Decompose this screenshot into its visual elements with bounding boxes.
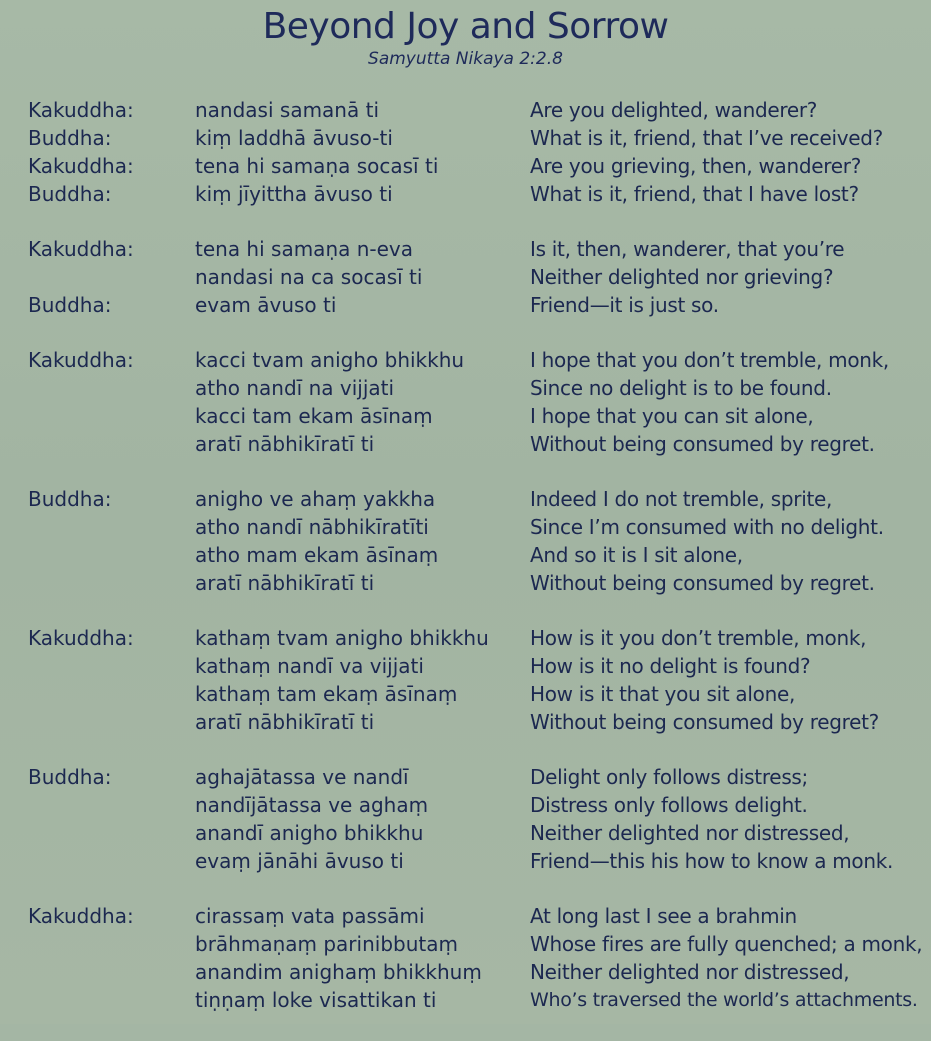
dialogue-line <box>0 96 931 124</box>
pali-text: kiṃ laddhā āvuso-ti <box>195 126 393 150</box>
pali-text: tena hi samaṇa n-eva <box>195 237 414 261</box>
english-translation: Neither delighted nor distressed, <box>530 960 850 984</box>
speaker-label: Kakuddha: <box>28 98 134 122</box>
dialogue-line <box>0 624 931 652</box>
english-translation: What is it, friend, that I’ve received? <box>530 126 883 150</box>
english-translation: Without being consumed by regret? <box>530 710 879 734</box>
pali-text: anandim anighaṃ bhikkhuṃ <box>195 960 482 984</box>
pali-text: kathaṃ nandī va vijjati <box>195 654 424 678</box>
english-translation: Who’s traversed the world’s attachments. <box>530 989 918 1011</box>
pali-text: anigho ve ahaṃ yakkha <box>195 487 436 511</box>
speaker-label: Buddha: <box>28 126 112 150</box>
english-translation: Friend—this his how to know a monk. <box>530 849 894 873</box>
stanza <box>0 96 931 208</box>
english-translation: I hope that you don’t tremble, monk, <box>530 348 889 372</box>
dialogue-line <box>0 569 931 597</box>
english-translation: Are you delighted, wanderer? <box>530 98 818 122</box>
dialogue-line <box>0 291 931 319</box>
pali-text: evam āvuso ti <box>195 293 337 317</box>
dialogue-line <box>0 263 931 291</box>
english-translation: Whose fires are fully quenched; a monk, <box>530 932 923 956</box>
dialogue-line <box>0 847 931 875</box>
english-translation: What is it, friend, that I have lost? <box>530 182 859 206</box>
stanza <box>0 346 931 458</box>
english-translation: Without being consumed by regret. <box>530 432 875 456</box>
dialogue-stanzas <box>0 96 931 1041</box>
english-translation: Is it, then, wanderer, that you’re <box>530 237 845 261</box>
dialogue-line <box>0 763 931 791</box>
pali-text: atho mam ekam āsīnaṃ <box>195 543 439 567</box>
english-translation: And so it is I sit alone, <box>530 543 743 567</box>
english-translation: Since I’m consumed with no delight. <box>530 515 884 539</box>
stanza <box>0 624 931 736</box>
speaker-label: Buddha: <box>28 487 112 511</box>
speaker-label: Buddha: <box>28 182 112 206</box>
speaker-label: Kakuddha: <box>28 348 134 372</box>
speaker-label: Buddha: <box>28 293 112 317</box>
pali-text: tena hi samaṇa socasī ti <box>195 154 439 178</box>
english-translation: How is it no delight is found? <box>530 654 811 678</box>
dialogue-line <box>0 513 931 541</box>
dialogue-line <box>0 652 931 680</box>
stanza <box>0 902 931 1014</box>
pali-text: atho nandī nābhikīratīti <box>195 515 429 539</box>
dialogue-line <box>0 346 931 374</box>
english-translation: How is it you don’t tremble, monk, <box>530 626 867 650</box>
english-translation: Are you grieving, then, wanderer? <box>530 154 862 178</box>
dialogue-line <box>0 819 931 847</box>
dialogue-line <box>0 680 931 708</box>
stanza <box>0 235 931 319</box>
english-translation: Indeed I do not tremble, sprite, <box>530 487 833 511</box>
stanza <box>0 763 931 875</box>
dialogue-line <box>0 930 931 958</box>
pali-text: cirassaṃ vata passāmi <box>195 904 425 928</box>
dialogue-line <box>0 374 931 402</box>
dialogue-line <box>0 541 931 569</box>
pali-text: kathaṃ tam ekaṃ āsīnaṃ <box>195 682 458 706</box>
speaker-label: Kakuddha: <box>28 626 134 650</box>
speaker-label: Buddha: <box>28 765 112 789</box>
pali-text: brāhmaṇaṃ parinibbutaṃ <box>195 932 458 956</box>
english-translation: Since no delight is to be found. <box>530 376 832 400</box>
dialogue-line <box>0 986 931 1014</box>
english-translation: How is it that you sit alone, <box>530 682 796 706</box>
dialogue-line <box>0 180 931 208</box>
english-translation: Delight only follows distress; <box>530 765 808 789</box>
pali-text: atho nandī na vijjati <box>195 376 395 400</box>
english-translation: Without being consumed by regret. <box>530 571 875 595</box>
dialogue-line <box>0 485 931 513</box>
pali-text: nandījātassa ve aghaṃ <box>195 793 429 817</box>
pali-text: evaṃ jānāhi āvuso ti <box>195 849 404 873</box>
dialogue-line <box>0 235 931 263</box>
pali-text: kacci tvam anigho bhikkhu <box>195 348 465 372</box>
speaker-label: Kakuddha: <box>28 154 134 178</box>
english-translation: At long last I see a brahmin <box>530 904 797 928</box>
dialogue-line <box>0 958 931 986</box>
speaker-label: Kakuddha: <box>28 237 134 261</box>
dialogue-line <box>0 124 931 152</box>
pali-text: aratī nābhikīratī ti <box>195 710 375 734</box>
pali-text: tiṇṇaṃ loke visattikan ti <box>195 988 437 1012</box>
dialogue-line <box>0 708 931 736</box>
pali-text: kiṃ jīyittha āvuso ti <box>195 182 393 206</box>
dialogue-line <box>0 430 931 458</box>
pali-text: nandasi na ca socasī ti <box>195 265 423 289</box>
pali-text: kathaṃ tvam anigho bhikkhu <box>195 626 489 650</box>
pali-text: aratī nābhikīratī ti <box>195 571 375 595</box>
english-translation: Friend—it is just so. <box>530 293 719 317</box>
pali-text: kacci tam ekam āsīnaṃ <box>195 404 433 428</box>
english-translation: Distress only follows delight. <box>530 793 808 817</box>
page-title: Beyond Joy and Sorrow <box>262 6 669 47</box>
speaker-label: Kakuddha: <box>28 904 134 928</box>
page-subtitle: Samyutta Nikaya 2:2.8 <box>368 49 563 69</box>
english-translation: I hope that you can sit alone, <box>530 404 814 428</box>
dialogue-line <box>0 791 931 819</box>
pali-text: aghajātassa ve nandī <box>195 765 409 789</box>
pali-text: anandī anigho bhikkhu <box>195 821 424 845</box>
english-translation: Neither delighted nor grieving? <box>530 265 834 289</box>
pali-text: aratī nābhikīratī ti <box>195 432 375 456</box>
dialogue-line <box>0 902 931 930</box>
english-translation: Neither delighted nor distressed, <box>530 821 850 845</box>
dialogue-line <box>0 152 931 180</box>
stanza <box>0 485 931 597</box>
dialogue-line <box>0 402 931 430</box>
pali-text: nandasi samanā ti <box>195 98 379 122</box>
